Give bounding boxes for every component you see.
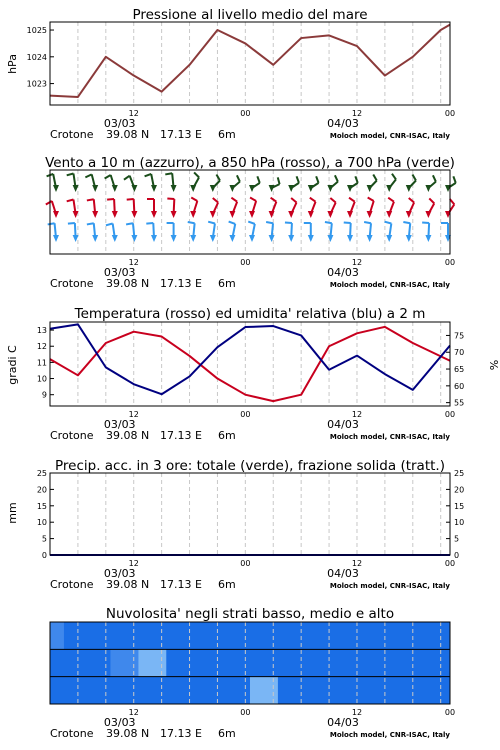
y-tick-label: 1023 [26, 79, 47, 89]
y-tick-label: 25 [36, 469, 47, 478]
x-tick-label: 00 [240, 258, 251, 267]
wind-barb-head [229, 235, 235, 242]
wind-barb-feather [297, 176, 299, 183]
wind-barb-feather [392, 174, 396, 180]
location-name: Crotone [50, 727, 94, 740]
model-credit: Moloch model, CNR-ISAC, Italy [329, 731, 450, 739]
humidity-line [50, 324, 450, 394]
pressure-grid [78, 22, 441, 105]
wind-title: Vento a 10 m (azzurro), a 850 hPa (rosso), a 700 hPa (verde) [45, 155, 455, 171]
temperature-ylabel: gradi C [6, 345, 19, 385]
wind-barb-feather [107, 199, 114, 200]
wind-barb-feather [429, 198, 434, 203]
wind-barb-feather [87, 223, 94, 224]
cloud-footer [50, 708, 455, 740]
wind-barb-head [229, 211, 235, 218]
wind-barb-feather [237, 175, 240, 181]
wind-barb-feather [257, 176, 259, 183]
wind-barb-head [112, 185, 118, 192]
humidity-ylabel: % [487, 359, 500, 371]
x-tick-label: 00 [444, 708, 456, 717]
pressure-line [50, 25, 450, 97]
y-tick-label: 25 [454, 469, 465, 478]
x-tick-label: 00 [240, 109, 251, 118]
x-tick-label: 00 [240, 559, 251, 568]
wind-barb-feather [364, 222, 371, 223]
wind-barb-feather [335, 175, 338, 181]
cloud-heatmap [50, 622, 450, 704]
wind-barb-head [347, 211, 353, 218]
wind-barb-head [327, 235, 333, 242]
wind-barb-feather [67, 174, 74, 176]
y-tick-label: 1024 [26, 52, 47, 62]
wind-barb-feather [145, 174, 152, 176]
wind-barb-head [269, 185, 275, 192]
wind-barb-head [249, 211, 255, 218]
humidity-y-ticks [446, 331, 464, 407]
wind-barbs [46, 172, 456, 242]
wind-barb-head [53, 235, 59, 242]
wind-barb-head [367, 235, 373, 242]
date-label: 04/03 [327, 567, 359, 580]
wind-barb-head [92, 211, 98, 218]
temperature-panel [6, 306, 500, 442]
x-tick-label: 12 [128, 109, 139, 118]
wind-barb-feather [231, 198, 237, 202]
wind-barb-head [347, 185, 353, 192]
y-tick-label: 10 [36, 374, 47, 384]
wind-barb-feather [433, 175, 436, 181]
latitude: 39.08 N [106, 277, 150, 290]
latitude: 39.08 N [106, 727, 150, 740]
wind-barb-head [288, 211, 294, 218]
x-tick-label: 12 [128, 559, 139, 568]
wind-barb-head [171, 185, 177, 192]
wind-barb-feather [124, 176, 130, 180]
x-tick-label: 00 [444, 109, 456, 118]
longitude: 17.13 E [160, 578, 202, 591]
wind-barb-head [308, 211, 314, 218]
wind-barb-head [406, 185, 412, 192]
wind-barb-feather [403, 222, 410, 223]
pressure-panel [6, 7, 455, 141]
wind-barb-head [53, 211, 59, 218]
y-tick-label: 20 [36, 485, 47, 495]
wind-barb-head [367, 185, 373, 192]
date-label: 04/03 [327, 266, 359, 279]
y-tick-label: 20 [454, 485, 465, 495]
y-tick-label: 0 [454, 551, 460, 560]
longitude: 17.13 E [160, 277, 202, 290]
y-tick-label: 10 [36, 518, 47, 528]
temperature-series [50, 324, 450, 401]
wind-barb-feather [46, 201, 52, 205]
wind-barb-feather [316, 176, 318, 183]
x-tick-label: 12 [351, 258, 363, 267]
location-name: Crotone [50, 578, 94, 591]
model-credit: Moloch model, CNR-ISAC, Italy [329, 582, 450, 590]
wind-barb-head [210, 185, 216, 192]
wind-barb-head [210, 211, 216, 218]
wind-barb-feather [208, 222, 215, 224]
wind-barb-head [112, 211, 118, 218]
y-tick-label: 15 [36, 501, 47, 511]
wind-barb-feather [165, 173, 172, 174]
wind-barb-feather [188, 222, 195, 223]
y-tick-label: 12 [36, 342, 47, 352]
y-tick-label: 11 [36, 358, 47, 368]
cloud-cell [50, 622, 64, 649]
wind-barb-feather [127, 199, 134, 200]
wind-barb-head [425, 235, 431, 242]
wind-barb-head [386, 211, 392, 218]
wind-barb-head [151, 185, 157, 192]
wind-barb-head [229, 185, 235, 192]
latitude: 39.08 N [106, 429, 150, 442]
precip-grid [78, 473, 441, 555]
wind-barb-head [190, 185, 196, 192]
wind-barb-head [386, 185, 392, 192]
wind-barb-head [249, 185, 255, 192]
model-credit: Moloch model, CNR-ISAC, Italy [329, 281, 450, 289]
wind-barb-head [288, 185, 294, 192]
wind-barb-feather [278, 177, 280, 184]
wind-barb-head [347, 235, 353, 242]
wind-barb-feather [48, 223, 55, 224]
y-tick-label: 15 [454, 501, 465, 511]
wind-barb-feather [126, 223, 133, 224]
elevation: 6m [218, 578, 236, 591]
wind-barb-head [249, 235, 255, 242]
wind-barb-feather [106, 224, 113, 226]
wind-barb-head [386, 235, 392, 242]
wind-barb-head [151, 235, 157, 242]
y-tick-label: 75 [454, 331, 465, 341]
date-label: 03/03 [103, 716, 136, 729]
wind-barb-head [131, 235, 137, 242]
temperature-y-ticks [37, 326, 54, 400]
wind-barb-feather [87, 199, 94, 200]
x-tick-label: 12 [128, 410, 139, 419]
wind-barb-feather [167, 198, 174, 199]
y-tick-label: 60 [454, 381, 465, 391]
date-label: 03/03 [103, 418, 136, 431]
wind-barb-head [327, 211, 333, 218]
wind-barb-feather [146, 223, 153, 224]
temperature-frame [50, 322, 450, 406]
pressure-footer [50, 109, 455, 141]
date-label: 04/03 [327, 716, 359, 729]
wind-barb-feather [194, 172, 199, 177]
y-tick-label: 9 [41, 390, 47, 400]
temperature-title: Temperatura (rosso) ed umidita' relativa (blu) a 2 m [74, 306, 426, 322]
wind-barb-head [406, 211, 412, 218]
wind-barb-head [190, 211, 196, 218]
x-tick-label: 12 [351, 559, 363, 568]
location-name: Crotone [50, 128, 94, 141]
date-label: 04/03 [327, 117, 359, 130]
wind-barb-feather [453, 176, 455, 183]
y-tick-label: 70 [454, 348, 465, 358]
x-tick-label: 12 [128, 258, 139, 267]
wind-barb-feather [291, 198, 296, 202]
x-tick-label: 00 [444, 258, 456, 267]
wind-barb-head [92, 235, 98, 242]
wind-barb-feather [388, 198, 394, 202]
wind-barb-head [171, 211, 177, 218]
wind-barb-feather [67, 200, 74, 202]
y-tick-label: 10 [454, 518, 465, 528]
longitude: 17.13 E [160, 429, 202, 442]
x-tick-label: 00 [240, 410, 251, 419]
longitude: 17.13 E [160, 727, 202, 740]
wind-barb-feather [373, 174, 377, 180]
wind-barb-head [425, 211, 431, 218]
x-tick-label: 12 [128, 708, 139, 717]
wind-barb-head [190, 235, 196, 242]
wind-barb-feather [344, 222, 351, 223]
wind-barb-feather [191, 198, 197, 202]
date-label: 03/03 [103, 266, 136, 279]
cloud-panel [50, 606, 455, 740]
y-tick-label: 0 [41, 551, 47, 560]
wind-barb-feather [409, 198, 414, 202]
wind-panel [45, 155, 456, 290]
wind-barb-head [308, 185, 314, 192]
location-name: Crotone [50, 429, 94, 442]
wind-barb-feather [422, 222, 429, 223]
wind-barb-head [171, 235, 177, 242]
x-tick-label: 00 [444, 410, 456, 419]
y-tick-label: 5 [41, 534, 47, 544]
wind-barb-head [151, 211, 157, 218]
wind-barb-head [131, 211, 137, 218]
longitude: 17.13 E [160, 128, 202, 141]
wind-footer [50, 258, 455, 290]
x-tick-label: 12 [351, 109, 363, 118]
wind-barb-feather [68, 223, 75, 224]
x-tick-label: 12 [351, 410, 363, 419]
y-tick-label: 1025 [26, 26, 47, 36]
precip-y-ticks [37, 469, 54, 560]
model-credit: Moloch model, CNR-ISAC, Italy [329, 433, 450, 441]
wind-barb-head [92, 185, 98, 192]
x-tick-label: 00 [444, 559, 456, 568]
precip-ylabel: mm [6, 502, 19, 524]
wind-barb-head [288, 235, 294, 242]
wind-barb-feather [385, 222, 392, 224]
wind-barb-head [131, 185, 137, 192]
wind-barb-head [327, 185, 333, 192]
precip-frame [50, 473, 450, 555]
latitude: 39.08 N [106, 128, 150, 141]
x-tick-label: 00 [240, 708, 251, 717]
x-tick-label: 12 [351, 708, 363, 717]
y-tick-label: 65 [454, 365, 465, 375]
elevation: 6m [218, 727, 236, 740]
wind-barb-head [53, 185, 59, 192]
temperature-line [50, 327, 450, 401]
wind-barb-feather [325, 222, 332, 223]
model-credit: Moloch model, CNR-ISAC, Italy [329, 132, 450, 140]
wind-barb-feather [330, 198, 335, 202]
pressure-frame [50, 22, 450, 105]
elevation: 6m [218, 128, 236, 141]
wind-barb-head [112, 235, 118, 242]
y-tick-label: 13 [36, 326, 47, 336]
temperature-footer [50, 410, 455, 442]
date-label: 03/03 [103, 117, 136, 130]
wind-barb-feather [250, 198, 256, 202]
wind-barb-feather [285, 222, 292, 223]
latitude: 39.08 N [106, 578, 150, 591]
date-label: 03/03 [103, 567, 136, 580]
wind-barb-head [210, 235, 216, 242]
wind-barb-head [406, 235, 412, 242]
wind-barb-feather [85, 174, 91, 177]
wind-barb-head [425, 185, 431, 192]
precip-y-ticks-right [446, 469, 464, 560]
y-tick-label: 55 [454, 398, 465, 408]
wind-barb-feather [310, 198, 316, 202]
pressure-series [50, 25, 450, 97]
precip-title: Precip. acc. in 3 ore: totale (verde), frazione solida (tratt.) [55, 458, 445, 474]
wind-barb-feather [266, 222, 273, 223]
temperature-grid [78, 322, 441, 406]
pressure-title: Pressione al livello medio del mare [132, 7, 368, 23]
precip-panel [6, 458, 464, 591]
wind-barb-head [308, 235, 314, 242]
date-label: 04/03 [327, 418, 359, 431]
wind-barb-feather [248, 222, 255, 224]
y-tick-label: 5 [454, 534, 460, 544]
wind-barb-feather [229, 222, 236, 224]
precip-footer [50, 559, 455, 591]
elevation: 6m [218, 429, 236, 442]
location-name: Crotone [50, 277, 94, 290]
wind-barb-head [367, 211, 373, 218]
wind-barb-head [73, 185, 79, 192]
wind-barb-feather [368, 198, 374, 202]
pressure-ylabel: hPa [6, 54, 19, 74]
cloud-title: Nuvolosita' negli strati basso, medio e alto [105, 606, 395, 622]
wind-barb-feather [349, 198, 355, 202]
elevation: 6m [218, 277, 236, 290]
wind-barb-feather [105, 175, 111, 179]
